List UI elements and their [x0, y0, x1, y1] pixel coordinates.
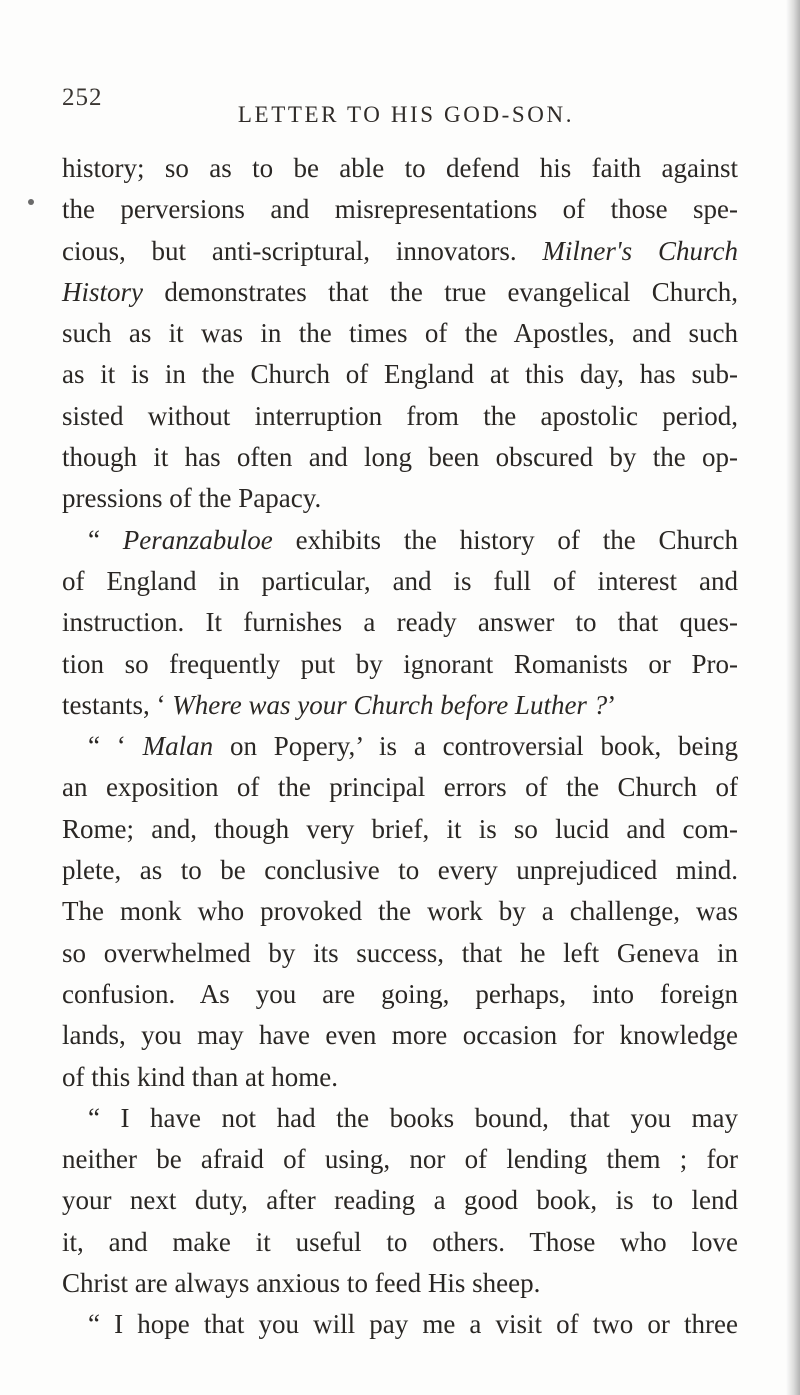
running-head: LETTER TO HIS GOD-SON. [237, 102, 575, 127]
text-line: lands, you may have even more occasion for knowledge [62, 1020, 738, 1051]
text-line: “ I have not had the books bound, that you may [88, 1102, 738, 1133]
text-line: it, and make it useful to others. Those who love [62, 1226, 738, 1257]
text-line: pressions of the Papacy. [62, 483, 322, 514]
quoted-question: Where was your Church before Luther ? [172, 689, 608, 720]
margin-ink-speck [28, 199, 34, 205]
text-line: history; so as to be able to defend his faith against [62, 153, 738, 183]
book-title: History [62, 276, 143, 307]
text-line: an exposition of the principal errors of the Church of [62, 772, 738, 803]
text-line: as it is in the Church of England at this day, has sub- [62, 359, 738, 390]
text-line: neither be afraid of using, nor of lending them ; for [62, 1144, 738, 1175]
text-line: Rome; and, though very brief, it is so lucid and com- [62, 813, 738, 844]
text-line: such as it was in the times of the Apostles, and such [62, 318, 738, 349]
text-line: History demonstrates that the true evangelical Church, [62, 276, 738, 307]
text-line: the perversions and misrepresentations of those spe- [62, 194, 738, 225]
text-line: Christ are always anxious to feed His sheep. [62, 1268, 541, 1299]
book-title: Peranzabuloe [122, 524, 273, 555]
text-line: your next duty, after reading a good book, is to lend [62, 1185, 738, 1216]
text-line: confusion. As you are going, perhaps, into foreign [62, 978, 738, 1009]
text-line: The monk who provoked the work by a challenge, was [62, 896, 738, 927]
text-line: “ Peranzabuloe exhibits the history of the Church [88, 524, 738, 555]
text-line: so overwhelmed by its success, that he left Geneva in [62, 937, 738, 968]
text-line: tion so frequently put by ignorant Romanists or Pro- [62, 648, 738, 679]
book-title: Milner's Church [542, 235, 738, 266]
text-line: “ I hope that you will pay me a visit of two or three [88, 1309, 738, 1340]
body-text [62, 148, 738, 1346]
text-line: of England in particular, and is full of interest and [62, 565, 738, 596]
book-title: Malan [142, 731, 214, 762]
text-line: though it has often and long been obscured by the op- [62, 442, 738, 473]
text-line: of this kind than at home. [62, 1061, 338, 1092]
page-edge-shadow [786, 0, 800, 1395]
text-line: cious, but anti-scriptural, innovators. Milner's Church [62, 235, 738, 266]
text-line: sisted without interruption from the apostolic period, [62, 400, 738, 431]
text-line: plete, as to be conclusive to every unprejudiced mind. [62, 855, 738, 886]
page-number: 252 [62, 84, 103, 111]
text-line: testants, ‘ Where was your Church before Luther ?’ [62, 689, 617, 720]
text-line: “ ‘ Malan on Popery,’ is a controversial book, being [88, 731, 738, 762]
text-line: instruction. It furnishes a ready answer to that ques- [62, 607, 738, 638]
